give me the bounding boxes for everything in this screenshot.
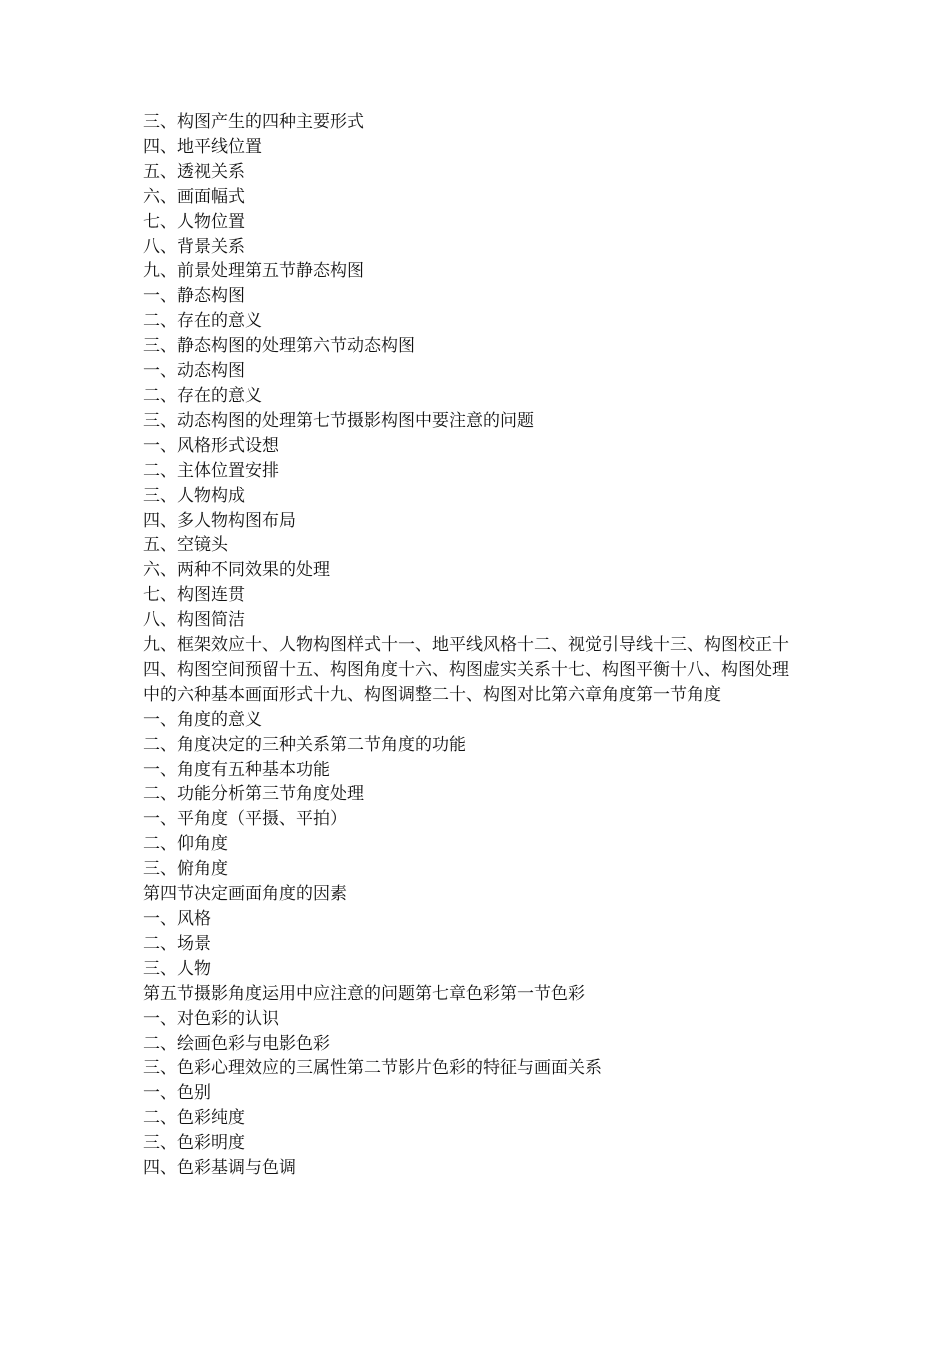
- toc-line: 二、角度决定的三种关系第二节角度的功能: [143, 734, 466, 755]
- toc-line: 三、人物: [143, 958, 211, 979]
- toc-line: 七、人物位置: [143, 211, 245, 232]
- toc-line: 三、色彩心理效应的三属性第二节影片色彩的特征与画面关系: [143, 1058, 602, 1079]
- toc-line: 四、色彩基调与色调: [143, 1158, 296, 1179]
- toc-line: 六、画面幅式: [143, 186, 245, 207]
- toc-line: 一、风格: [143, 909, 211, 929]
- toc-line: 一、角度的意义: [143, 709, 262, 730]
- toc-line: 二、仰角度: [143, 834, 228, 855]
- section-heading: 第五节摄影角度运用中应注意的问题第七章色彩第一节色彩: [143, 983, 585, 1004]
- toc-line: 一、角度有五种基本功能: [143, 759, 330, 780]
- toc-line: 三、色彩明度: [143, 1133, 245, 1154]
- toc-paragraph: 九、框架效应十、人物构图样式十一、地平线风格十二、视觉引导线十三、构图校正十四、构图空间预留十五、构图角度十六、构图虚实关系十七、构图平衡十八、构图处理中的六种基本画面形式十九、构图调整二十、构图对比第六章角度第一节角度: [143, 635, 789, 705]
- toc-line: 三、静态构图的处理第六节动态构图: [143, 336, 415, 357]
- toc-line: 一、色别: [143, 1083, 211, 1104]
- toc-line: 五、透视关系: [143, 161, 245, 182]
- toc-line: 一、动态构图: [143, 361, 245, 382]
- toc-line: 二、主体位置安排: [143, 460, 279, 481]
- toc-line: 四、多人物构图布局: [143, 510, 296, 531]
- toc-line: 三、俯角度: [143, 859, 228, 880]
- toc-line: 一、对色彩的认识: [143, 1008, 279, 1029]
- toc-line: 五、空镜头: [143, 535, 228, 556]
- document-body: [143, 110, 803, 1181]
- toc-line: 二、色彩纯度: [143, 1108, 245, 1129]
- toc-line: 四、地平线位置: [143, 136, 262, 157]
- toc-line: 八、构图简洁: [143, 610, 245, 631]
- section-heading: 第四节决定画面角度的因素: [143, 884, 347, 905]
- toc-line: 三、构图产生的四种主要形式: [143, 112, 364, 132]
- toc-line: 七、构图连贯: [143, 585, 245, 606]
- toc-line: 二、绘画色彩与电影色彩: [143, 1033, 330, 1054]
- toc-line: 六、两种不同效果的处理: [143, 560, 330, 581]
- toc-line: 三、人物构成: [143, 485, 245, 506]
- toc-line: 三、动态构图的处理第七节摄影构图中要注意的问题: [143, 410, 534, 431]
- toc-line: 一、平角度（平摄、平拍）: [143, 809, 347, 830]
- toc-line: 八、背景关系: [143, 236, 245, 257]
- toc-line: 二、功能分析第三节角度处理: [143, 784, 364, 805]
- toc-line: 二、存在的意义: [143, 385, 262, 406]
- toc-line: 二、存在的意义: [143, 311, 262, 332]
- toc-line: 九、前景处理第五节静态构图: [143, 261, 364, 282]
- toc-line: 一、静态构图: [143, 286, 245, 307]
- toc-line: 二、场景: [143, 933, 211, 954]
- toc-line: 一、风格形式设想: [143, 435, 279, 456]
